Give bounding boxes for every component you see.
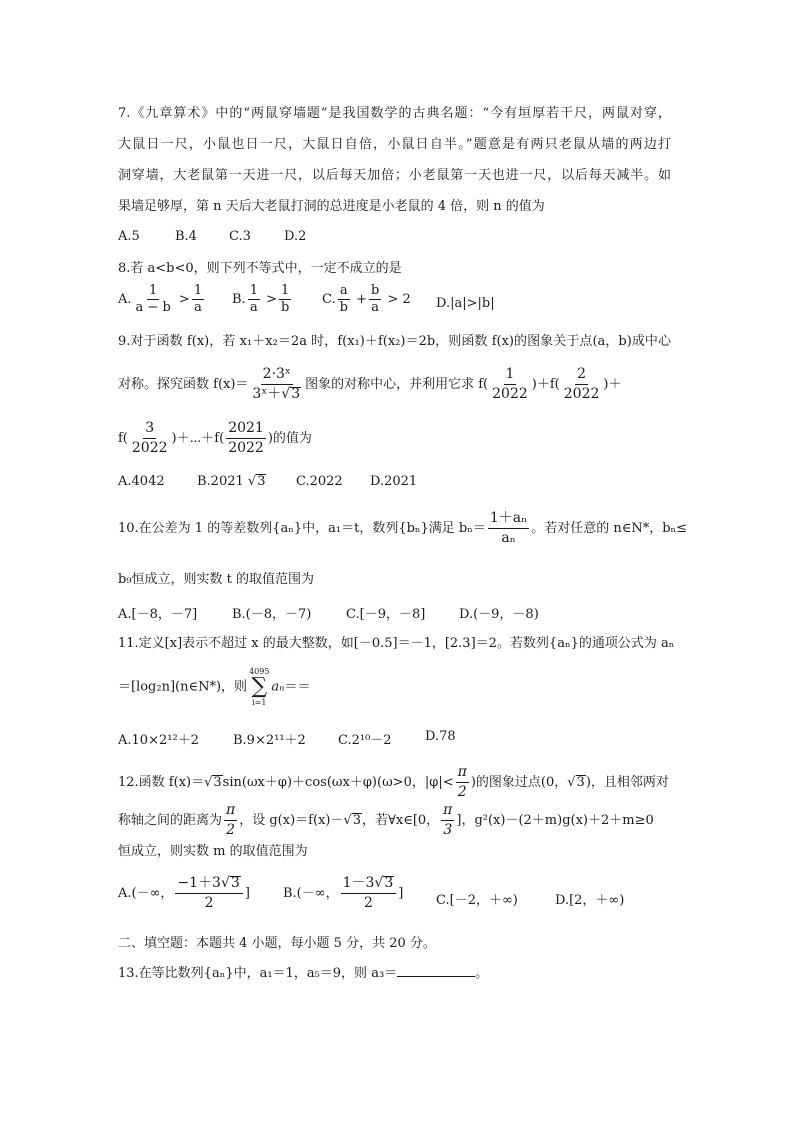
q9-line-1: 9.对于函数 f(x)，若 x₁＋x₂＝2a 时，f(x₁)＋f(x₂)＝2b，则函数 f(x)的图象关于点(a，b)成中心 — [118, 334, 671, 349]
q7-line-4: 果墙足够厚，第 n 天后大老鼠打洞的总进度是小老鼠的 4 倍，则 n 的值为 — [118, 199, 545, 214]
q9-option-c: C.2022 — [296, 474, 343, 489]
q10-option-d: D.(－9，－8) — [459, 607, 539, 622]
q7-option-b: B.4 — [175, 229, 197, 244]
q12-line-3: 恒成立，则实数 m 的取值范围为 — [118, 844, 308, 859]
q9-function-fraction: $\frac{\text{2·3ˣ}}{\text{3ˣ＋√3}}$ — [252, 366, 301, 402]
q8-option-b: B. $\frac{1}{a}$ > $\frac{1}{b}$ — [232, 283, 290, 315]
q10-option-a: A.[－8，－7] — [118, 607, 198, 622]
q8-option-d: D.|a|>|b| — [436, 296, 495, 311]
q12-line-2: 称轴之间的距离为 $\frac{\pi}{2}$ ，设 g(x)＝f(x)－√3，若∀x∈[0， $\frac{\pi}{3}$ ]，g²(x)－(2＋m)g(x)＋2＋m≥0 — [118, 802, 654, 838]
answer-blank[interactable] — [397, 964, 475, 977]
q8-option-c: C. $\frac{a}{b}$ + $\frac{b}{a}$ > 2 — [322, 283, 411, 315]
q12-option-b: B.(－∞， $\frac{1-3√3}{2}$ ] — [283, 875, 404, 911]
q11-option-a: A.10×2¹²＋2 — [118, 733, 199, 748]
q9-option-d: D.2021 — [370, 474, 418, 489]
q7-line-3: 洞穿墙，大老鼠第一天进一尺，以后每天加倍；小老鼠第一天也进一尺，以后每天减半。如 — [118, 168, 671, 183]
q7-option-d: D.2 — [284, 229, 307, 244]
q12-option-c: C.[－2，＋∞) — [436, 893, 518, 908]
q11-line-2: ＝[log₂n](n∈N*)，则 4095 ∑ i=1 aₙ＝＝ — [118, 667, 311, 707]
section-2-heading: 二、填空题：本题共 4 小题，每小题 5 分，共 20 分。 — [118, 936, 436, 951]
q9-line-2: 对称。探究函数 f(x)＝ $\frac{\text{2·3ˣ}}{\text{3ˣ＋√3}}$ 图象的对称中心，并利用它求 f( $\frac{1}{2022}$ )＋f( $\frac{2}{2022}$ )＋ — [118, 366, 622, 402]
q13-line: 13.在等比数列{aₙ}中，a₁＝1，a₅＝9，则 a₃＝ 。 — [118, 966, 489, 981]
q10-option-b: B.(－8，－7) — [232, 607, 312, 622]
q10-line-1: 10.在公差为 1 的等差数列{aₙ}中，a₁＝t，数列{bₙ}满足 bₙ＝ $\frac{\text{1＋aₙ}}{\text{aₙ}}$ 。若对任意的 n∈N*，bₙ≤ — [118, 510, 688, 546]
q7-line-2: 大鼠日一尺，小鼠也日一尺，大鼠日自倍，小鼠日自半。”题意是有两只老鼠从墙的两边打 — [118, 137, 671, 152]
q8-option-a: A. $\frac{1}{a - b}$ > $\frac{1}{a}$ — [118, 283, 203, 315]
summation-symbol: 4095 ∑ i=1 — [249, 667, 270, 707]
q10-line-2: b₉恒成立，则实数 t 的取值范围为 — [118, 572, 315, 587]
q9-option-b: B.2021 √3 — [197, 474, 266, 489]
q12-line-1: 12.函数 f(x)＝√3sin(ωx＋φ)＋cos(ωx＋φ)(ω>0，|φ|< $\frac{\pi}{2}$ )的图象过点(0，√3)，且相邻两对 — [118, 764, 669, 800]
q9-line-3: f( $\frac{3}{2022}$ )＋⋯＋f( $\frac{2021}{2022}$ )的值为 — [118, 420, 312, 456]
q12-option-a: A.(－∞， $\frac{-1+3√3}{2}$ ] — [118, 875, 250, 911]
q7-option-a: A.5 — [118, 229, 140, 244]
q7-line-1: 7.《九章算术》中的“两鼠穿墙题”是我国数学的古典名题：“今有垣厚若干尺，两鼠对穿， — [118, 106, 671, 121]
q11-option-d: D.78 — [425, 729, 456, 744]
q9-option-a: A.4042 — [118, 474, 165, 489]
q11-option-c: C.2¹⁰－2 — [338, 733, 392, 748]
q7-option-c: C.3 — [229, 229, 251, 244]
q11-option-b: B.9×2¹¹＋2 — [233, 733, 306, 748]
q10-option-c: C.[－9，－8] — [346, 607, 426, 622]
q12-option-d: D.[2，＋∞) — [555, 893, 625, 908]
q11-line-1: 11.定义[x]表示不超过 x 的最大整数，如[－0.5]＝－1，[2.3]＝2。若数列{aₙ}的通项公式为 aₙ — [118, 636, 675, 651]
q8-stem: 8.若 a<b<0，则下列不等式中，一定不成立的是 — [118, 261, 402, 276]
